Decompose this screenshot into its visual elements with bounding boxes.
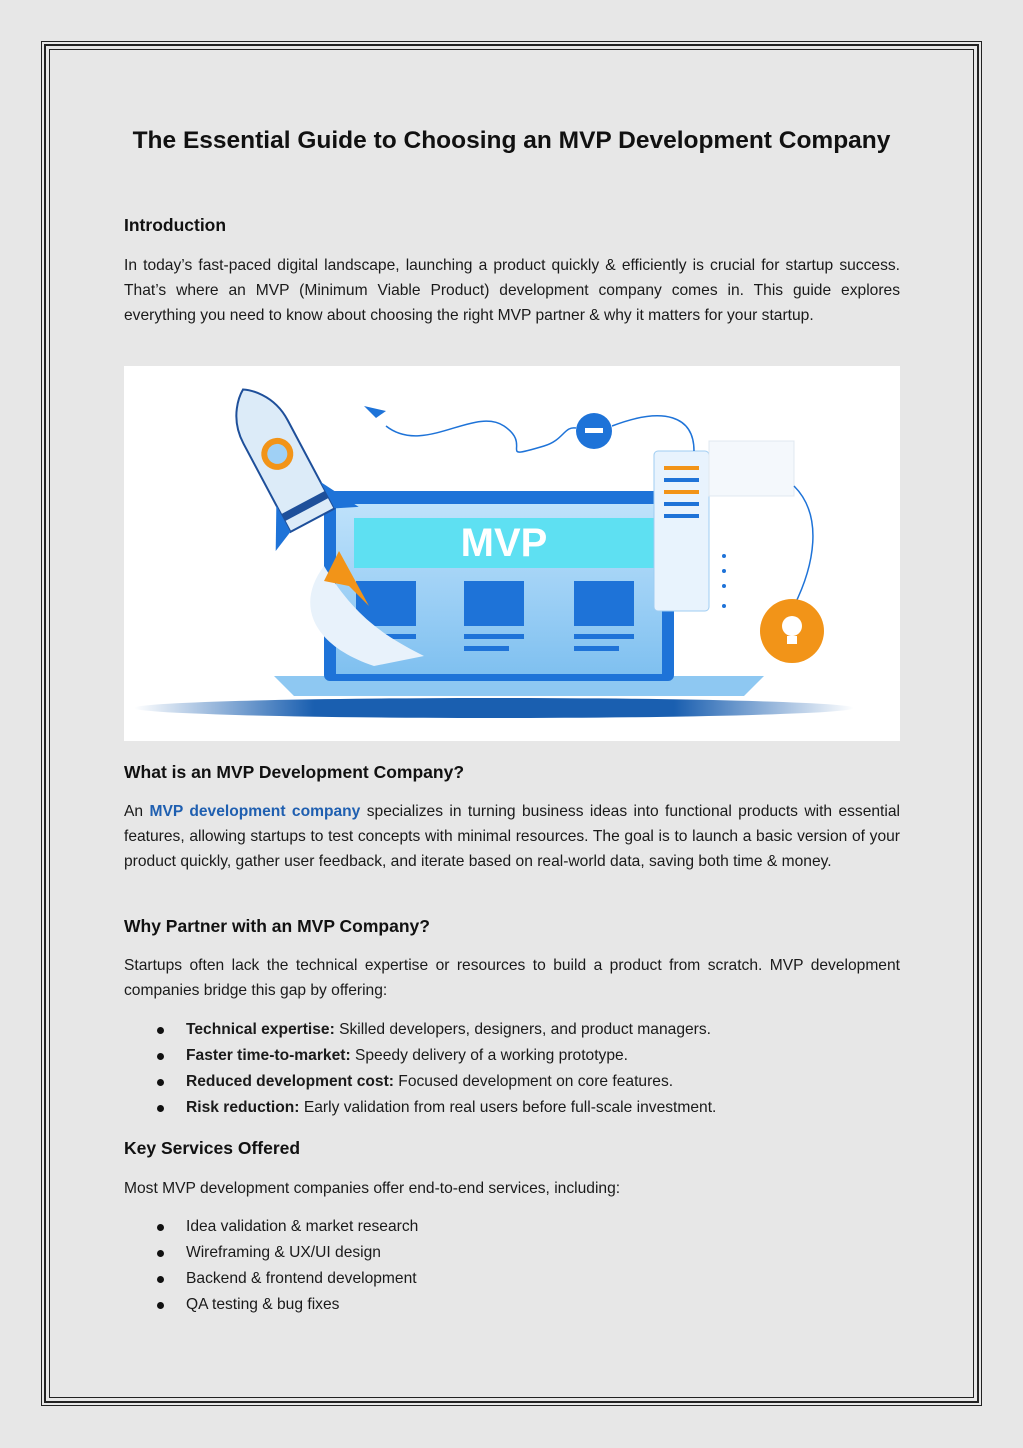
bullet-icon: [157, 1276, 164, 1283]
list-item: [124, 1240, 900, 1266]
screen-block: [464, 581, 524, 626]
screen-block: [574, 581, 634, 626]
what-is-prefix: An: [124, 803, 150, 820]
list-item-desc: Focused development on core features.: [393, 1073, 674, 1090]
why-partner-list: [124, 1017, 900, 1121]
what-is-heading: What is an MVP Development Company?: [124, 762, 465, 782]
list-item-desc: Skilled developers, designers, and product managers.: [334, 1021, 711, 1038]
screen-line: [574, 646, 619, 651]
bullet-icon: [157, 1079, 164, 1086]
list-item: [124, 1095, 900, 1121]
key-services-heading: Key Services Offered: [124, 1138, 301, 1158]
dot: [722, 584, 726, 588]
bullet-icon: [157, 1105, 164, 1112]
key-services-list: [124, 1214, 900, 1318]
key-services-paragraph: Most MVP development companies offer end-to-end services, including:: [124, 1180, 621, 1197]
why-partner-paragraph: Startups often lack the technical expertise or resources to build a product from scratch. MVP development companies bridge this gap by offering:: [124, 957, 900, 999]
connector-line: [612, 416, 694, 451]
panel-line: [664, 514, 699, 518]
dot: [722, 604, 726, 608]
bullet-icon: [157, 1053, 164, 1060]
ground-shadow: [134, 698, 854, 718]
background-card: [709, 441, 794, 496]
panel-line: [664, 490, 699, 494]
bullet-icon: [157, 1302, 164, 1309]
mvp-banner-label: MVP: [460, 521, 548, 565]
list-item-desc: Speedy delivery of a working prototype.: [350, 1047, 629, 1064]
paper-plane-icon: [364, 406, 386, 418]
list-item-term: Risk reduction:: [186, 1099, 300, 1116]
dot: [722, 569, 726, 573]
list-item-text: Idea validation & market research: [186, 1218, 419, 1235]
list-item-desc: Early validation from real users before full-scale investment.: [299, 1099, 717, 1116]
list-item: [124, 1069, 900, 1095]
why-partner-heading: Why Partner with an MVP Company?: [124, 916, 430, 936]
screen-line: [574, 634, 634, 639]
what-is-rest: specializes in turning business ideas into functional products with essential features, allowing startups to test concepts with minimal resources. The goal is to launch a basic version of your product quickly, gather user feedback, and iterate based on real-world data, saving both time & money.: [124, 803, 900, 870]
bullet-icon: [157, 1250, 164, 1257]
list-item-term: Technical expertise:: [186, 1021, 335, 1038]
document-title: The Essential Guide to Choosing an MVP Development Company: [132, 127, 891, 154]
list-item-text: Wireframing & UX/UI design: [186, 1244, 381, 1261]
connector-line: [794, 486, 813, 606]
mvp-development-company-link[interactable]: MVP development company: [149, 803, 361, 820]
mvp-illustration-svg: [124, 366, 900, 741]
screen-line: [464, 634, 524, 639]
list-item: [124, 1266, 900, 1292]
dot: [722, 554, 726, 558]
side-panel: [654, 451, 709, 611]
panel-line: [664, 478, 699, 482]
list-item: [124, 1214, 900, 1240]
list-item-term: Reduced development cost:: [186, 1073, 394, 1090]
list-item-text: QA testing & bug fixes: [186, 1296, 340, 1313]
screen-line: [464, 646, 509, 651]
bullet-icon: [157, 1027, 164, 1034]
list-item-term: Faster time-to-market:: [186, 1047, 351, 1064]
bulb-base: [787, 636, 797, 644]
panel-line: [664, 466, 699, 470]
flight-path: [386, 421, 576, 452]
bullet-icon: [157, 1224, 164, 1231]
list-item: [124, 1292, 900, 1318]
intro-heading: Introduction: [124, 215, 227, 235]
mvp-illustration: [124, 366, 900, 741]
chat-dots: [585, 428, 603, 433]
intro-paragraph: In today’s fast-paced digital landscape, launching a product quickly & efficiently is crucial for startup success. That’s where an MVP (Minimum Viable Product) development company comes in. This guide explores everything you need to know about choosing the right MVP partner & why it matters for your startup.: [124, 257, 900, 324]
list-item: [124, 1043, 900, 1069]
panel-line: [664, 502, 699, 506]
list-item-text: Backend & frontend development: [186, 1270, 417, 1287]
what-is-paragraph: [124, 799, 900, 874]
list-item: [124, 1017, 900, 1043]
bulb-glass: [782, 616, 802, 636]
